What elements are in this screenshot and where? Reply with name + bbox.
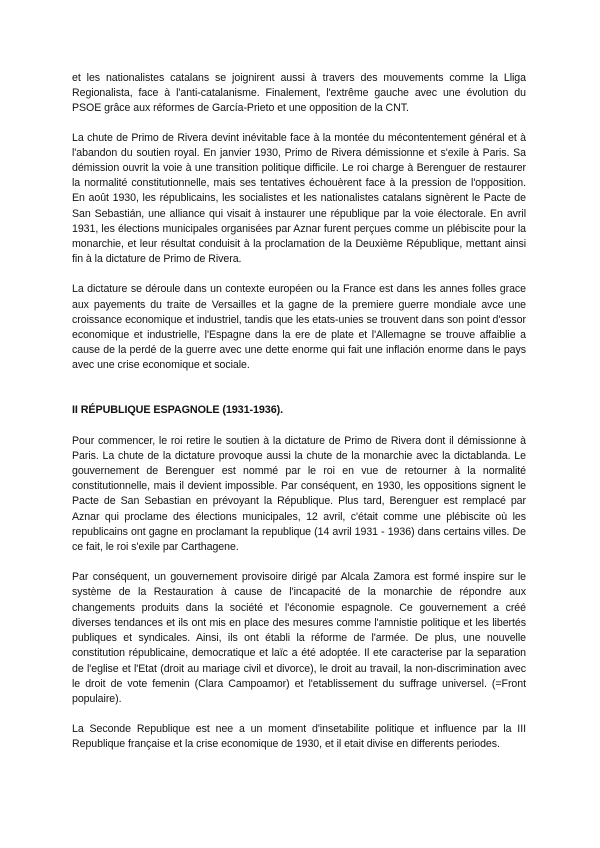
paragraph-end-of-monarchy: Pour commencer, le roi retire le soutien à la dictature de Primo de Rivera dont il démissionne à Paris. La chute de la dictature provoque aussi la chute de la monarchie avec la dictablanda. Le gouvernement de Berenguer est nommé par le roi en vue de retourner à la normalité constitutionnelle, mais il devient impossible. Par conséquent, en 1930, les oppositions signent le Pacte de San Sebastian en prévoyant la République. Plus tard, Berenguer est remplacé par Aznar qui proclame des élections municipales, 12 avril, c'était comme une plébiscite où les republicains ont gagne en proclamant la republique (14 avril 1931 - 1936) dans certains villes. De ce fait, le roi s'exile par Carthagene. xyxy=(72,434,526,554)
document-page xyxy=(72,71,526,753)
paragraph-second-republic-context: La Seconde Republique est nee a un moment d'insetabilite politique et influence par la III Republique française et la crise economique de 1930, et il etait divise en differents periodes. xyxy=(72,723,526,751)
section-heading: II RÉPUBLIQUE ESPAGNOLE (1931-1936). xyxy=(72,403,283,416)
paragraph-nationalists: et les nationalistes catalans se joignirent aussi à travers des mouvements comme la Lliga Regionalista, face à l'anti-catalanisme. Finalement, l'extrême gauche avec une évolution du PSOE grâce aux réformes de García-Prieto et une opposition de la CNT. xyxy=(72,72,526,115)
paragraph-provisional-government: Par conséquent, un gouvernement provisoire dirigé par Alcala Zamora est formé inspire sur le système de la Restauration à cause de l'incapacité de la monarchie de répondre aux changements produits dans la société et l'économie espagnole. Ce gouvernement a créé diverses tendances et ils ont mis en place des mesures comme l'amnistie politique et les libertés publiques et syndicales. Ainsi, ils ont établi la réforme de l'armée. De plus, une nouvelle constitution républicaine, democratique et laïc a été adoptée. Il ete caracterise par la separation de l'eglise et l'Etat (droit au mariage civil et divorce), le droit au travail, la non-discrimination avec le droit de vote femenin (Clara Campoamor) et l'etablissement du suffrage universel. (=Front populaire). xyxy=(72,571,526,705)
paragraph-european-context: La dictature se déroule dans un contexte européen ou la France est dans les annes folles grace aux payements du traite de Versailles et la gagne de la premiere guerre mondiale avce une croissance economique et industriel, tandis que les etats-unies se trouvent dans son point d'essor economique et industrielle, l'Espagne dans la ere de plate et l'Allemagne se trouve affaiblie a cause de la perdé de la guerre avec une dette enorme qui fait une inflación enorme dans le pays avec une crise economique et sociale. xyxy=(72,283,526,372)
paragraph-fall-of-primo-de-rivera: La chute de Primo de Rivera devint inévitable face à la montée du mécontentement général et à l'abandon du soutien royal. En janvier 1930, Primo de Rivera démissionne et s'exile à Paris. Sa démission ouvrit la voie à une transition politique difficile. Le roi charge à Berenguer de restaurer la normalité constitutionnelle, mais ses tentatives échouèrent face à la pression de l'opposition. En août 1930, les républicains, les socialistes et les nationalistes catalans signèrent le Pacte de San Sebastián, une alliance qui visait à instaurer une république par la voie électorale. En avril 1931, les élections municipales organisées par Aznar furent perçues comme un plébiscite pour la monarchie, et leur résultat conduisit à la proclamation de la Deuxième République, mettant ainsi fin à la dictature de Primo de Rivera. xyxy=(72,131,526,266)
